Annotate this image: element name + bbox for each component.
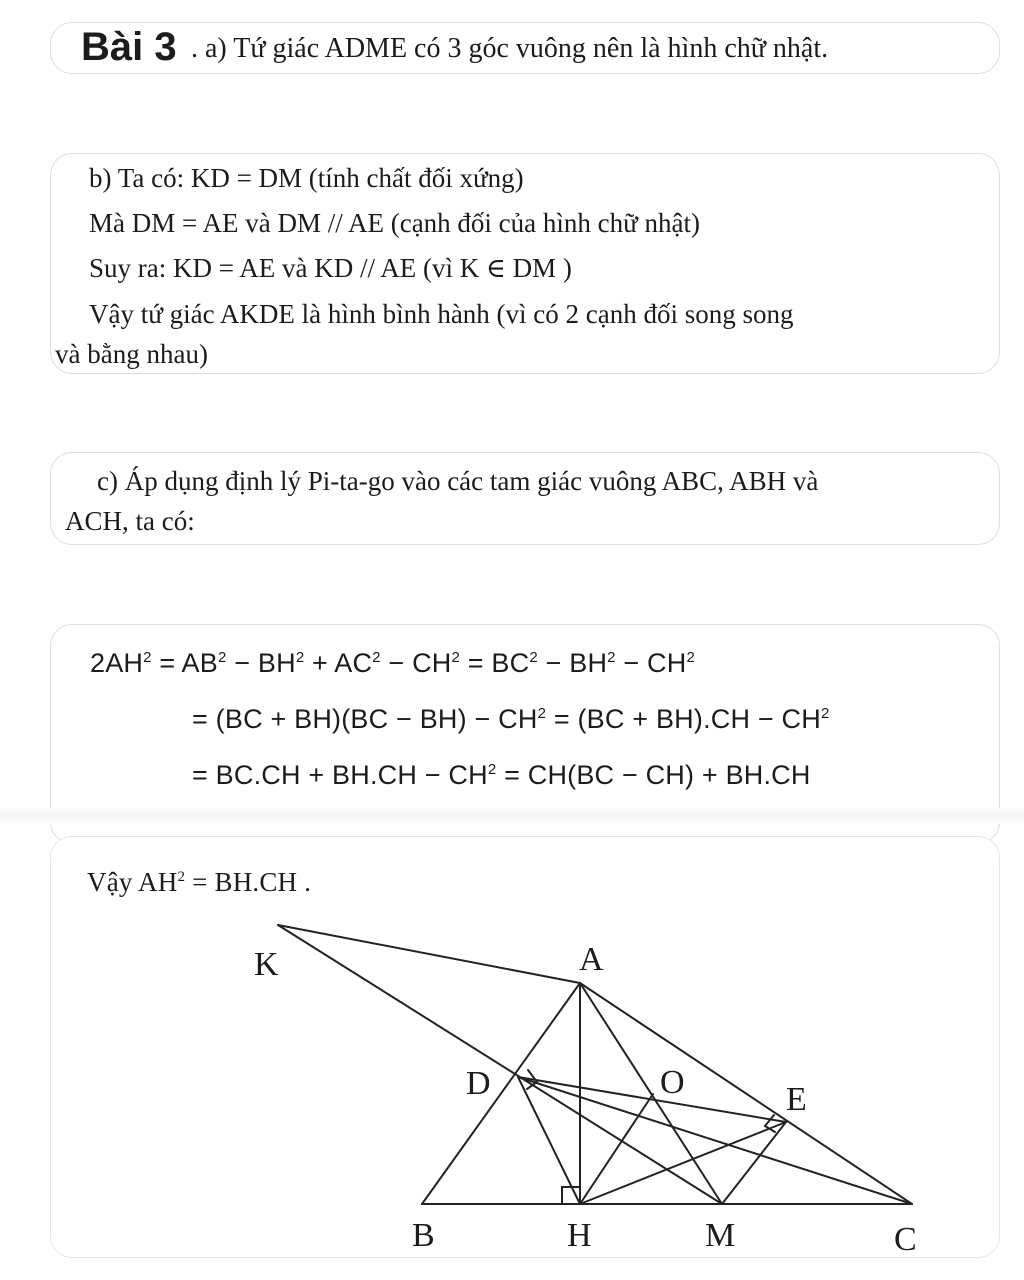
- equation-line-3: = $BC.CH + BH.CH - CH^2 = CH(BC - CH) + BH.CH$: [192, 760, 811, 790]
- label-b: B: [412, 1217, 435, 1254]
- right-angle-mark-h: [562, 1187, 580, 1204]
- part-b-line-2: Mà DM = AE và DM // AE (cạnh đối của hình chữ nhật): [89, 208, 700, 238]
- label-h: H: [567, 1217, 592, 1254]
- part-b-line-4: Vậy tứ giác AKDE là hình bình hành (vì có 2 cạnh đối song song: [89, 299, 794, 329]
- line-h-o: [580, 1094, 653, 1204]
- part-b-line-1: b) Ta có: KD = DM (tính chất đối xứng): [89, 163, 524, 193]
- line-a-b: [422, 983, 580, 1204]
- equation-line-2: = $(BC + BH)(BC - BH) - CH^2 = (BC + BH).CH - CH^2$: [192, 704, 830, 734]
- label-e: E: [786, 1081, 807, 1118]
- part-a-text: . a) Tứ giác ADME có 3 góc vuông nên là hình chữ nhật.: [191, 33, 829, 64]
- line-d-c: [518, 1077, 912, 1204]
- conclusion-line: Vậy $AH^2 = BH.CH$ .: [87, 867, 312, 897]
- label-m: M: [705, 1217, 736, 1254]
- label-a: A: [579, 941, 604, 978]
- bai-label: Bài 3: [81, 25, 177, 69]
- part-b-line-3: Suy ra: KD = AE và KD // AE (vì K ∈ DM ): [89, 253, 572, 283]
- label-d: D: [466, 1065, 491, 1102]
- part-c-line-2: ACH, ta có:: [65, 506, 195, 536]
- line-a-c: [580, 983, 912, 1204]
- label-o: O: [660, 1064, 685, 1101]
- label-c: C: [894, 1221, 917, 1258]
- part-c-line-1: c) Áp dụng định lý Pi-ta-go vào các tam giác vuông ABC, ABH và: [97, 466, 819, 496]
- part-b-line-5: và bằng nhau): [55, 339, 208, 369]
- equation-line-1: $2AH^2 = AB^2 - BH^2 + AC^2 - CH^2 = BC^2 - BH^2 - CH^2$: [90, 648, 696, 678]
- line-d-e: [518, 1077, 786, 1122]
- label-k: K: [254, 946, 279, 983]
